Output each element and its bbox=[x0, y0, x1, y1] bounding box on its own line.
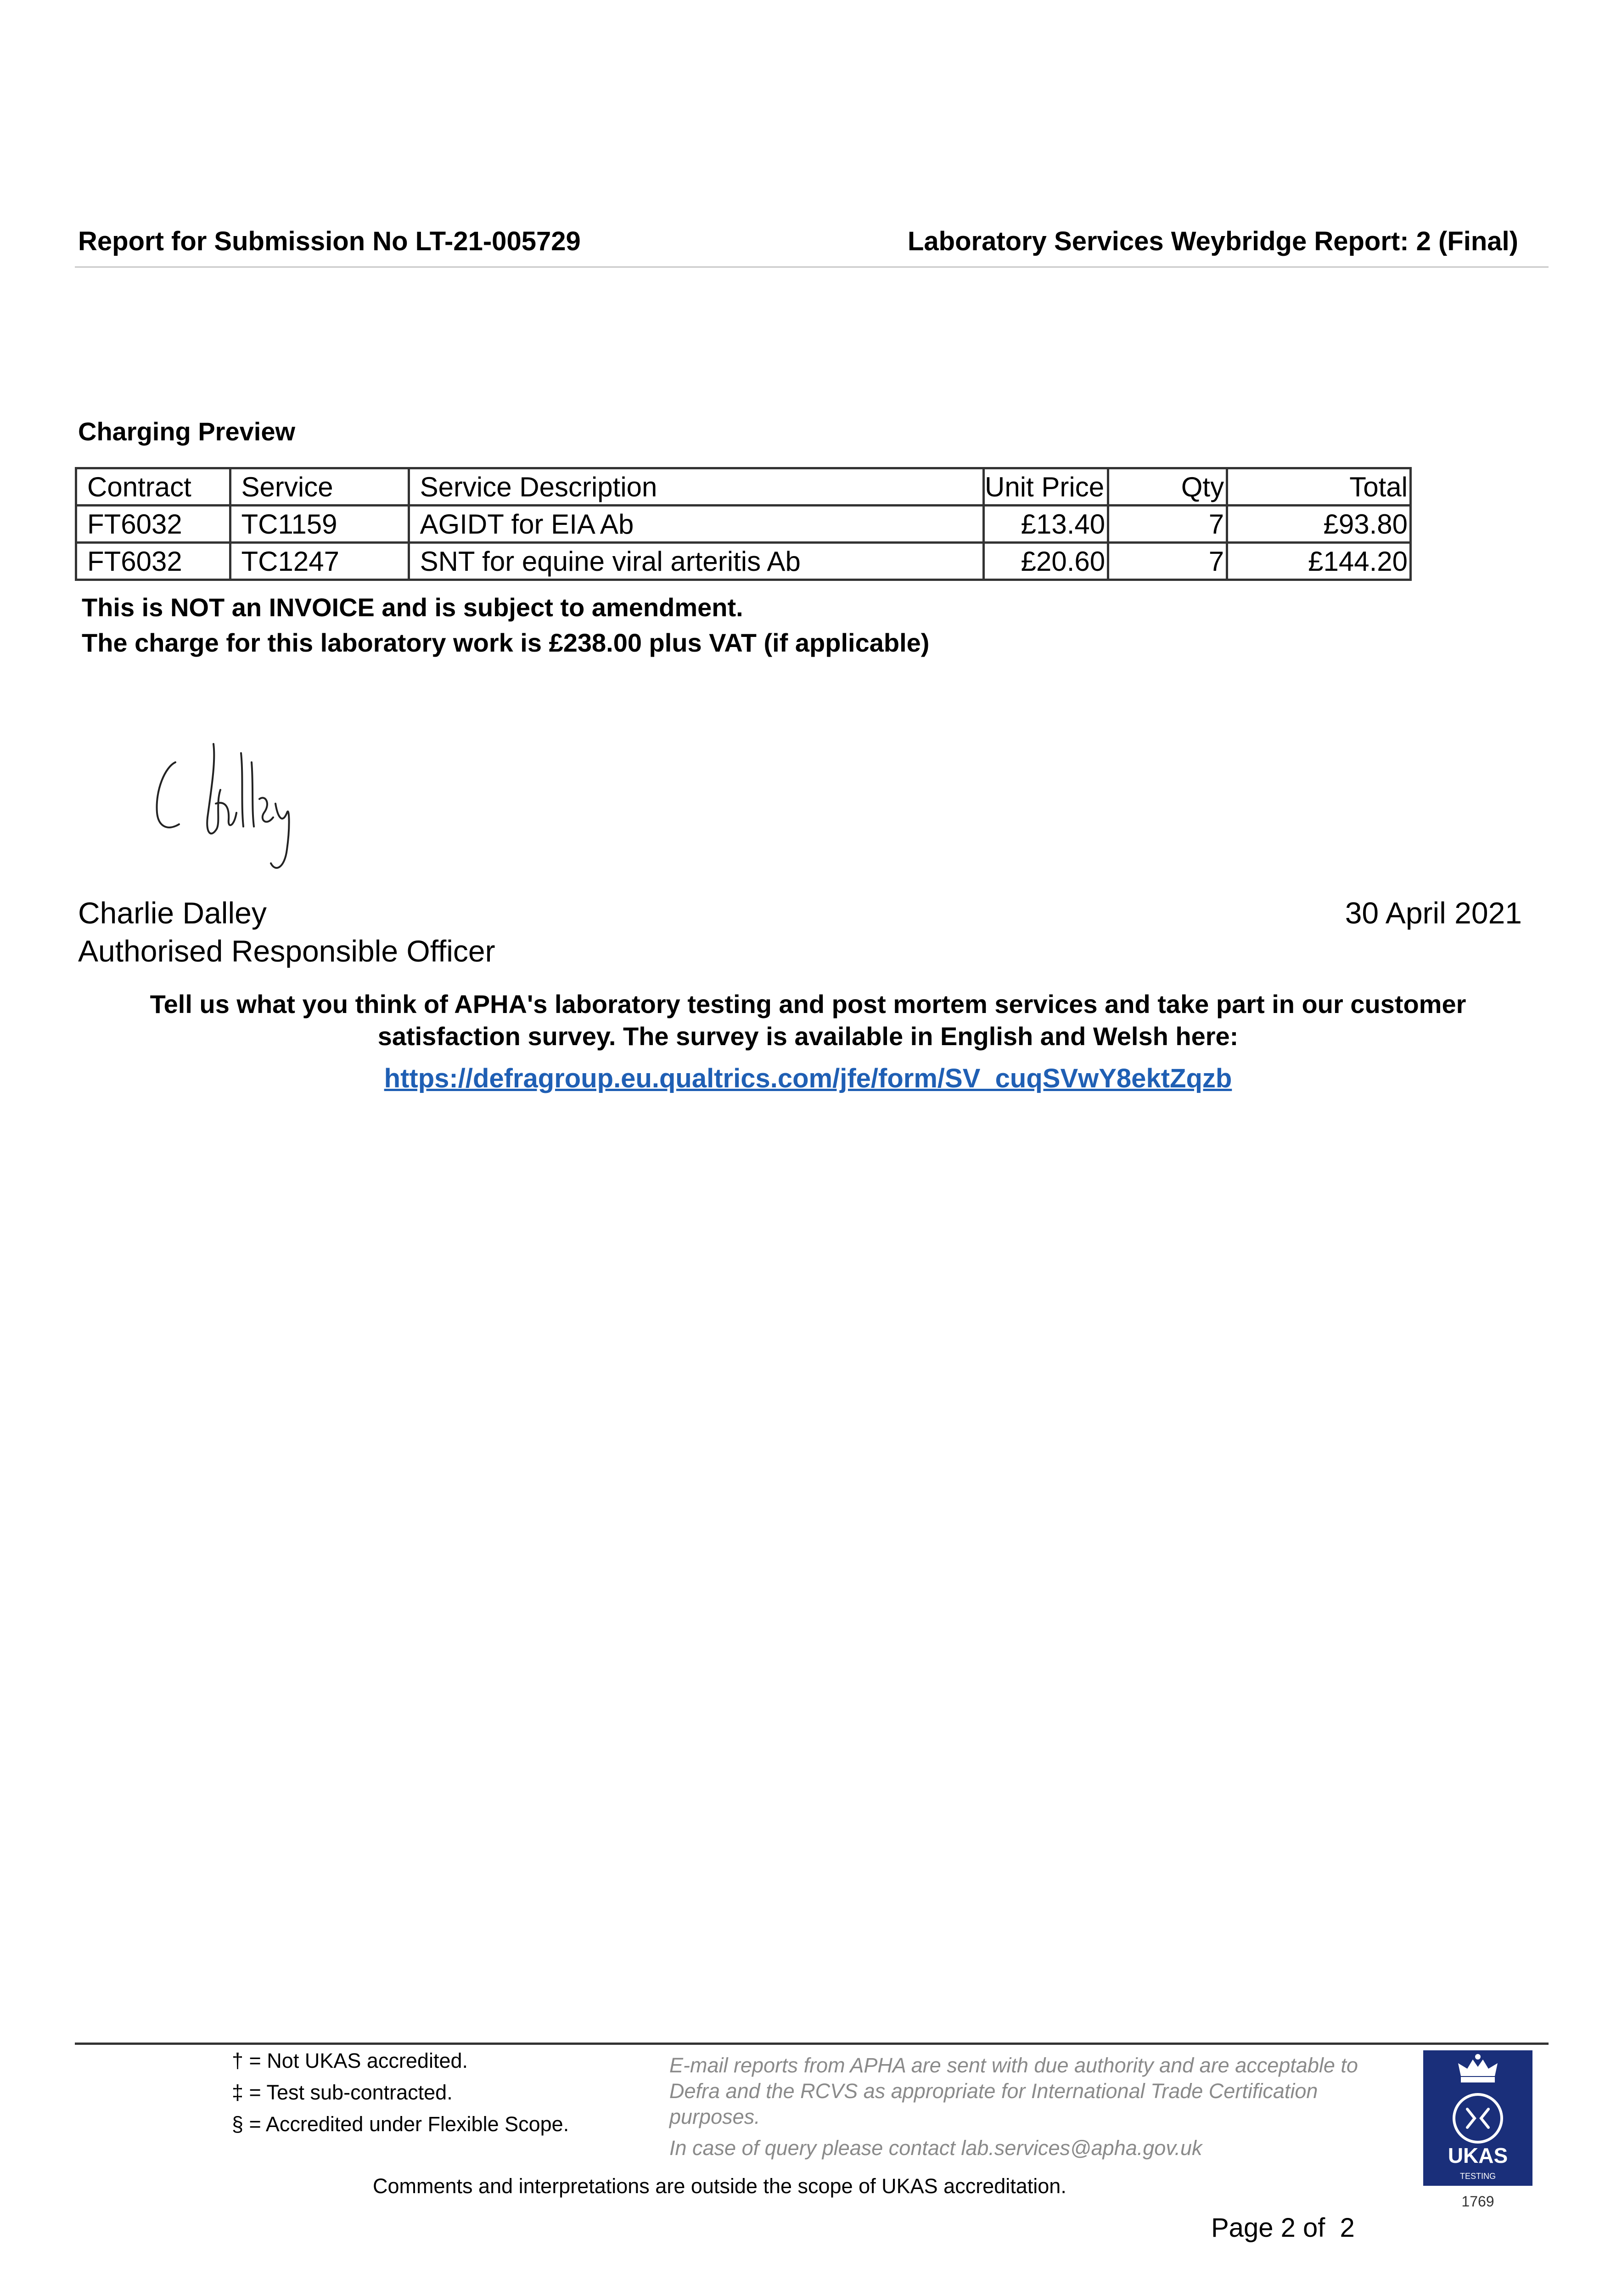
page-number bbox=[1211, 2212, 1355, 2243]
report-date: 30 April 2021 bbox=[1345, 896, 1522, 930]
col-total: Total bbox=[1227, 468, 1411, 506]
not-invoice-note: This is NOT an INVOICE and is subject to amendment. bbox=[82, 593, 743, 622]
table-row bbox=[76, 543, 1411, 580]
ukas-sub: TESTING bbox=[1459, 2172, 1496, 2181]
table-row bbox=[76, 506, 1411, 543]
cell-unit-price: £13.40 bbox=[984, 506, 1108, 543]
col-service: Service bbox=[230, 468, 409, 506]
cell-description: SNT for equine viral arteritis Ab bbox=[409, 543, 983, 580]
charges-table bbox=[75, 467, 1412, 581]
officer-name: Charlie Dalley bbox=[78, 896, 267, 930]
col-contract: Contract bbox=[76, 468, 230, 506]
report-title: Laboratory Services Weybridge Report: 2 (Final) bbox=[907, 226, 1518, 256]
cell-unit-price: £20.60 bbox=[984, 543, 1108, 580]
col-description: Service Description bbox=[409, 468, 983, 506]
ukas-label: UKAS bbox=[1448, 2144, 1508, 2167]
signature-image bbox=[147, 735, 340, 886]
cell-total: £144.20 bbox=[1227, 543, 1411, 580]
header-divider bbox=[75, 266, 1549, 268]
cell-service: TC1159 bbox=[230, 506, 409, 543]
charge-total-note: The charge for this laboratory work is £238.00 plus VAT (if applicable) bbox=[82, 628, 930, 657]
ukas-logo bbox=[1423, 2050, 1532, 2211]
footer-divider bbox=[75, 2043, 1549, 2045]
key-not-accredited: † = Not UKAS accredited. bbox=[232, 2049, 468, 2072]
page-number-label: Page 2 of 2 bbox=[1211, 2213, 1355, 2243]
table-header-row bbox=[76, 468, 1411, 506]
cell-service: TC1247 bbox=[230, 543, 409, 580]
submission-number: Report for Submission No LT-21-005729 bbox=[78, 226, 581, 256]
officer-role: Authorised Responsible Officer bbox=[78, 934, 495, 968]
cell-contract: FT6032 bbox=[76, 543, 230, 580]
cell-qty: 7 bbox=[1108, 506, 1227, 543]
query-contact-note: In case of query please contact lab.services@apha.gov.uk bbox=[669, 2136, 1202, 2160]
cell-description: AGIDT for EIA Ab bbox=[409, 506, 983, 543]
cell-qty: 7 bbox=[1108, 543, 1227, 580]
survey-invitation: Tell us what you think of APHA's laboratory testing and post mortem services and take part in our customer satisfaction survey. The survey is available in English and Welsh here: bbox=[150, 990, 1466, 1051]
email-authority-note: E-mail reports from APHA are sent with due authority and are acceptable to Defra and the RCVS as appropriate for International Trade Certification purposes. bbox=[669, 2054, 1358, 2128]
charging-preview-title: Charging Preview bbox=[78, 417, 296, 446]
ukas-number: 1769 bbox=[1461, 2193, 1494, 2210]
key-flexible-scope: § = Accredited under Flexible Scope. bbox=[232, 2112, 569, 2136]
cell-total: £93.80 bbox=[1227, 506, 1411, 543]
col-qty: Qty bbox=[1108, 468, 1227, 506]
col-unit-price: Unit Price bbox=[984, 468, 1108, 506]
key-subcontracted: ‡ = Test sub-contracted. bbox=[232, 2081, 453, 2104]
ukas-scope-comment: Comments and interpretations are outside the scope of UKAS accreditation. bbox=[373, 2174, 1066, 2198]
survey-link[interactable]: https://defragroup.eu.qualtrics.com/jfe/form/SV_cuqSVwY8ektZqzb bbox=[384, 1064, 1232, 1093]
cell-contract: FT6032 bbox=[76, 506, 230, 543]
